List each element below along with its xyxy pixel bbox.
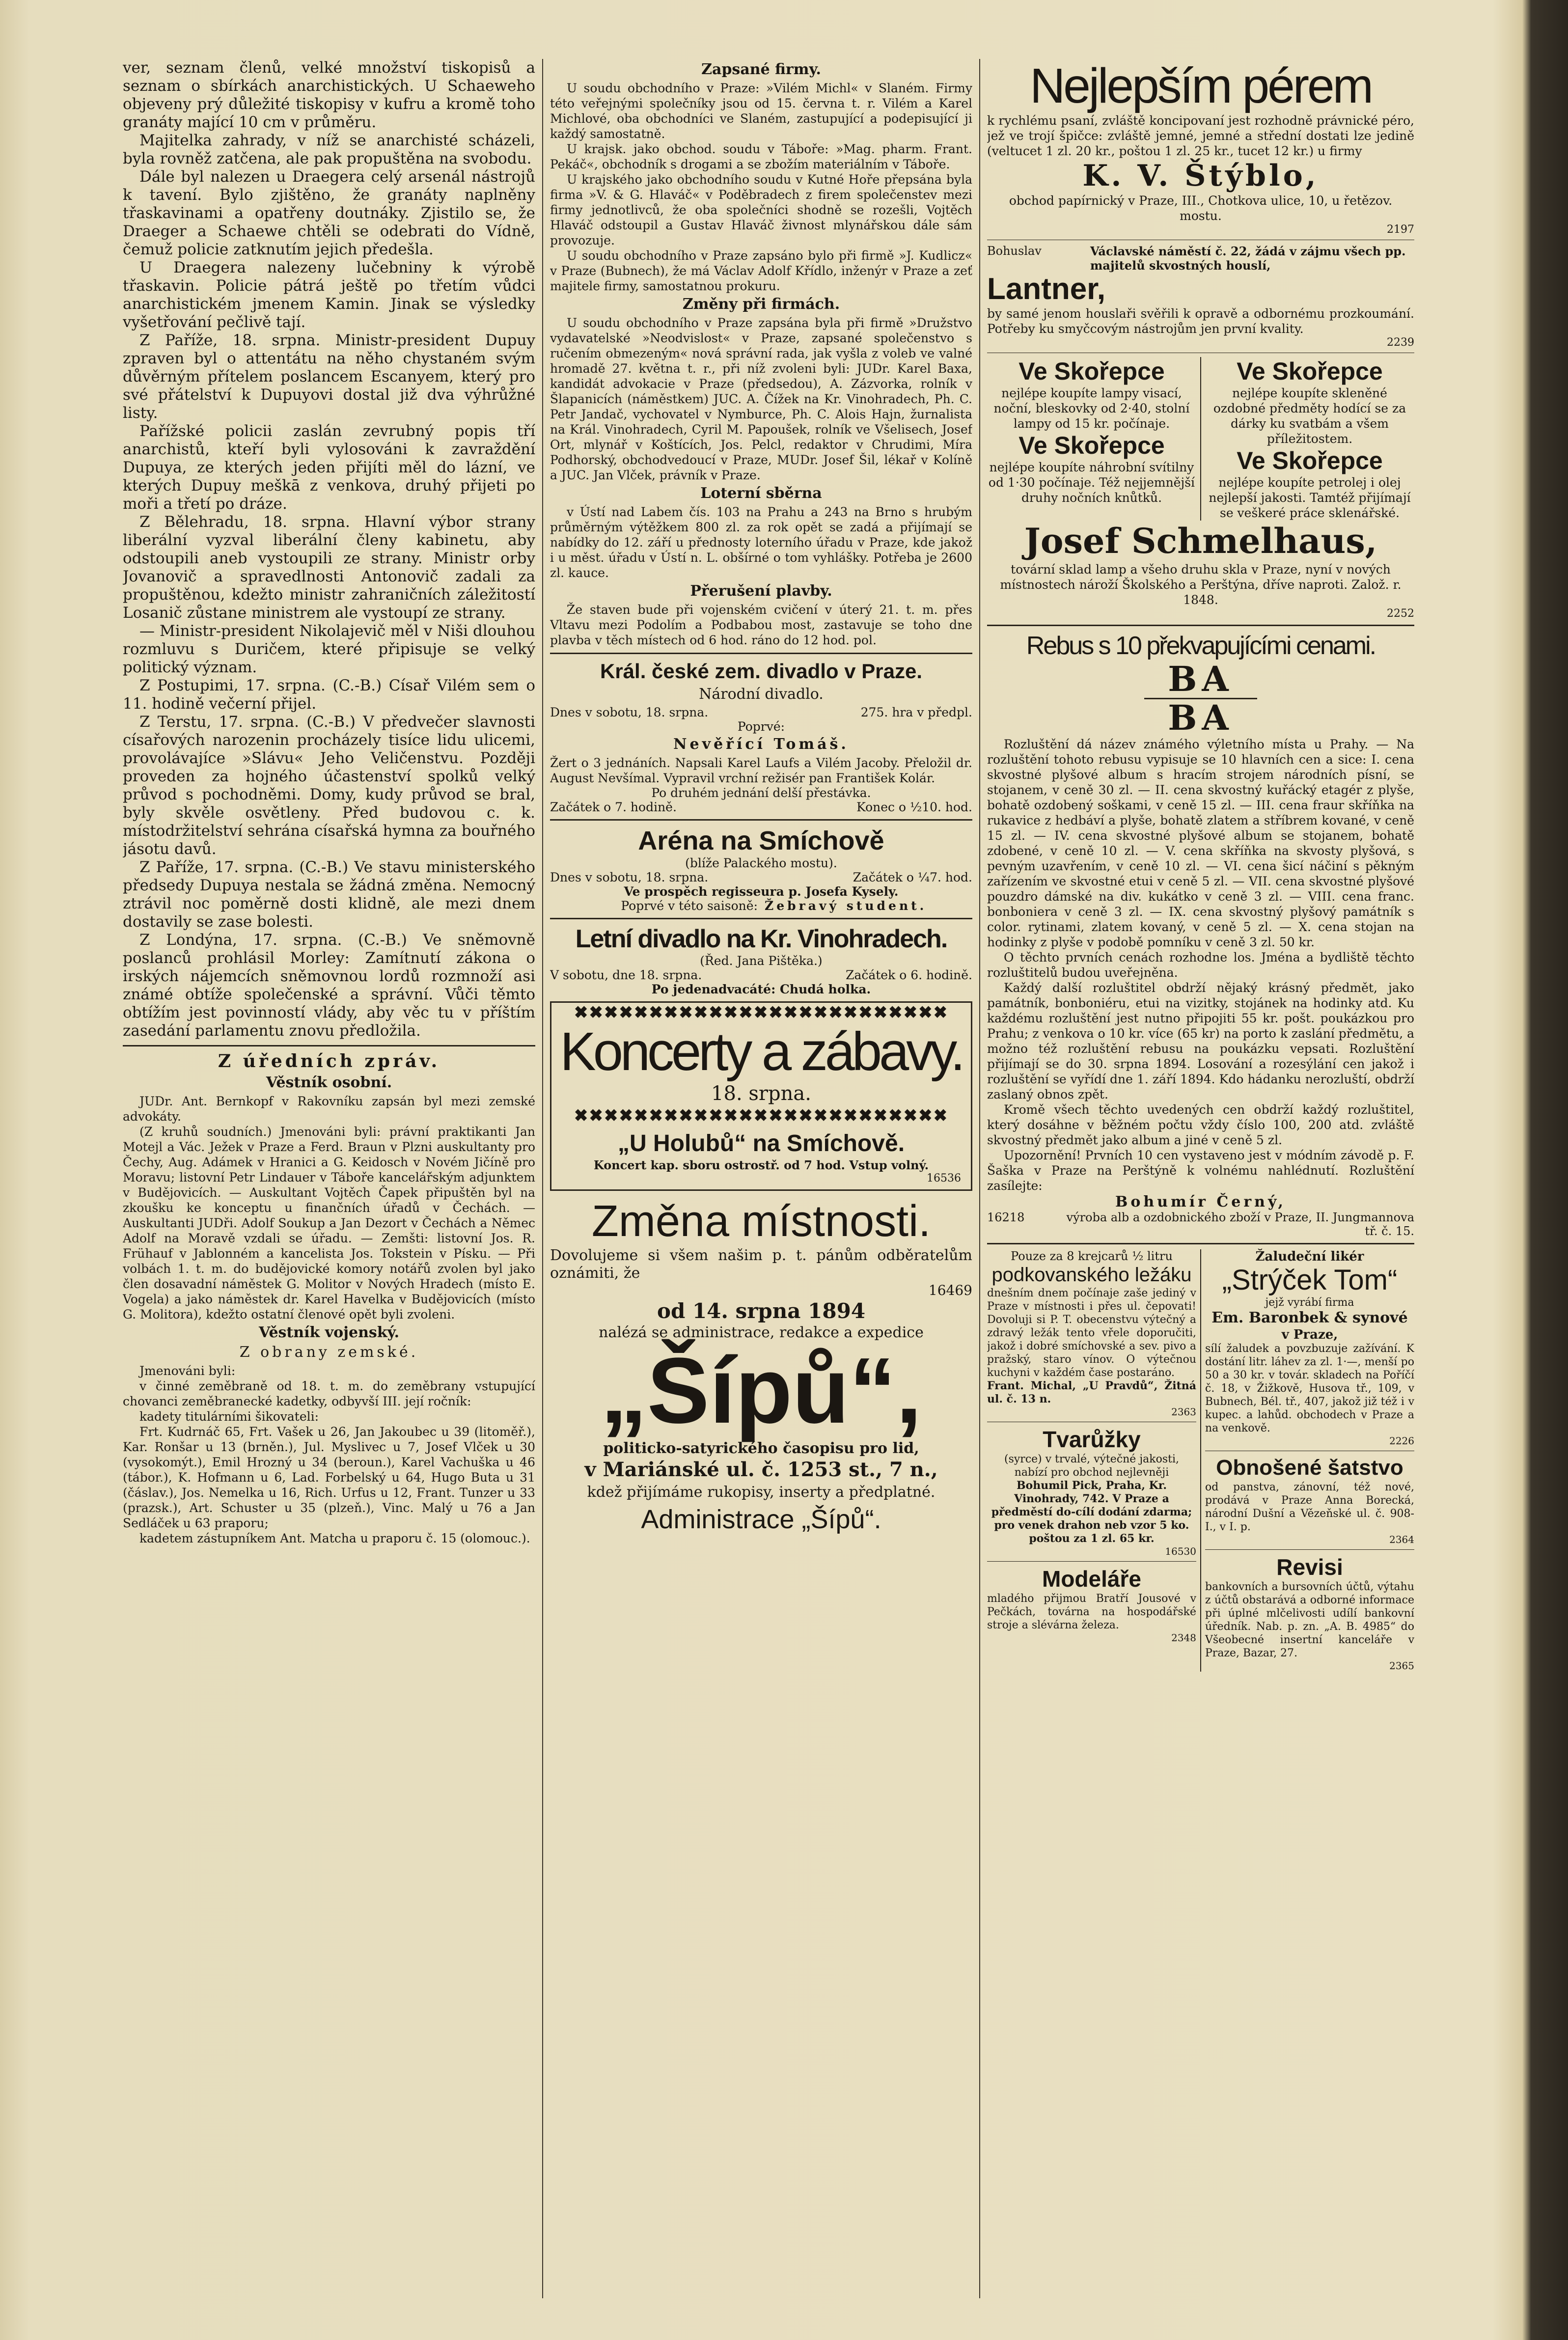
article-paragraph: Z Londýna, 17. srpna. (C.-B.) Ve sněmovně poslanců prohlásil Morley: Zamítnutí zákona o irských nájemcích sněmovnou lordů rozmnoží asi známé obtíže společenské a správní. Vůči těmto obtížím jest povinností vlády, aby věc tu v příštím zasedání parlamentu znovu předložila. (123, 931, 535, 1040)
ad-text: Upozornění! Prvních 10 cen vystaveno jest v módním závodě p. F. Šaška v Praze na Perštýně k volnému nahlédnutí. Rozluštění zasílejte: (987, 1148, 1414, 1193)
ad-number: 16469 (928, 1282, 972, 1298)
ad-title: Ve Skořepce (1237, 447, 1383, 474)
article-paragraph: Dále byl nalezen u Draegera celý arsenál nástrojů k tavení. Bylo zjištěno, že granáty naplněny třaskavinami a opatřeny doutnáky. Zjistilo se, že Draeger a Schaewe chtěli se odebrati do Vídně, čemuž policie zatknutím jejich předešla. (123, 168, 535, 258)
notice-paragraph: Frt. Kudrnáč 65, Frt. Vašek u 26, Jan Jakoubec u 39 (litoměř.), Kar. Ronšar u 13 (brněn.), Jul. Myslivec u 7, Josef Vlček u 30 (vysokomýt.), Emil Hrozný u 34 (beroun.), Karel Vachuška u 46 (tábor.), K. Hofmann u 6, Lad. Forbelský u 64, Hugo Buta u 31 (čáslav.), Jos. Nemelka u 16, Rich. Urfus u 12, Frant. Tunzer u 33 (prazsk.), Art. Schuster u 35 (plzeň.), Vinc. Malý u 76 a Jan Sedláček u 63 praporu; (123, 1425, 535, 1530)
ad-text: nejlépe koupíte petrolej i olej nejlepší jakosti. Tamtéž přijímají se veškeré práce sklenářské. (1209, 475, 1411, 520)
theatre-ad-arena (550, 826, 972, 913)
column-notices (550, 59, 972, 2308)
ad-address: v Mariánské ul. č. 1253 st., 7 n., (584, 1458, 938, 1481)
ad-title: Změna místnosti. (591, 1197, 931, 1246)
play-title: Po jedenadvacáté: Chudá holka. (651, 982, 871, 996)
ad-title: podkovanského ležáku (991, 1264, 1192, 1286)
ad-text: politicko-satyrického časopisu pro lid, (603, 1440, 919, 1457)
column-rule (542, 59, 543, 2298)
ad-title: „Strýček Tom“ (1222, 1264, 1398, 1296)
ad-signature: Bohumír Černý, (1115, 1193, 1286, 1211)
relocation-ad (550, 1196, 972, 1537)
article-paragraph: — Ministr-president Nikolajevič měl v Niši dlouhou rozmluvu s Duričem, které připisuje se velký politický význam. (123, 622, 535, 676)
ad-number: 2239 (1387, 336, 1414, 349)
ad-start: Začátek o 6. hodině. (846, 968, 972, 982)
ad-text: v Praze, (1281, 1327, 1338, 1342)
ad-title: Aréna na Smíchově (638, 826, 884, 855)
ornament-border: ✖✖✖✖✖✖✖✖✖✖✖✖✖✖✖✖✖✖✖✖✖✖✖✖✖ (574, 1003, 949, 1022)
ad-firm: Em. Baronbek & synové (1211, 1309, 1408, 1326)
column-news (123, 59, 535, 2308)
ad-subtitle: Národní divadlo. (699, 686, 824, 703)
ad-subtitle: (Řed. Jana Pištěka.) (700, 954, 823, 968)
notice-paragraph: U soudu obchodního v Praze: »Vilém Michl« v Slaném. Firmy této veřejnými společníky jsou od 15. června t. r. Vilém a Karel Michlové, oba obchodníci ve Slaném, zastupující a podepisující ji každý samostatně. (550, 81, 972, 141)
ad-date: V sobotu, dne 18. srpna. (550, 968, 702, 982)
ad-date: od 14. srpna 1894 (657, 1299, 866, 1323)
notice-paragraph: U soudu obchodního v Praze zapsána byla při firmě »Družstvo vydavatelské »Neodvislost« v Praze, zapsané společenstvo s ručením obmezeným« nová správní rada, jak vyšla z voleb ve valné hromadě 27. května t. r., při níž zvoleni byli: JUDr. Karel Baxa, kandidát advokacie v Praze (předsedou), A. Zázvorka, rolník v Šlapanicích (náměstkem) JUC. A. Čížek na Kr. Vinohradech, Ph. C. Petr Jandač, vychovatel v Nymburce, Ph. C. Alois Hajn, žurnalista na Král. Vinohradech, Cyril M. Papoušek, rolník ve Všelisech, Josef Ort, mlynář v Koštících, Jos. Pelcl, redaktor v Chrudimi, Míra Podhorský, obchodvedoucí v Praze, MUDr. Josef Šil, lékař v Kolíně a JUC. Jan Vlček, právník v Praze. (550, 316, 972, 482)
notice-paragraph: kadety titulárními šikovateli: (139, 1409, 319, 1424)
rebus-ad (987, 631, 1414, 1238)
ad-number: 2348 (1171, 1632, 1196, 1644)
ad-title: Nejlepším pérem (1030, 59, 1372, 113)
ad-text: Po druhém jednání delší přestávka. (651, 786, 871, 800)
notice-paragraph: Že staven bude při vojenském cvičení v úterý 21. t. m. přes Vltavu mezi Podolím a Podbabou most, zastavuje se toho dne plavba v těch místech od 6 hod. ráno do 12 hod. pol. (550, 603, 972, 647)
ad-label: Poprvé v této saisoně: (621, 899, 758, 913)
section-divider (123, 1045, 535, 1046)
ad-text: Bohuslav (987, 244, 1042, 258)
ad-date: Dnes v sobotu, 18. srpna. (550, 870, 709, 884)
ad-end: Konec o ½10. hod. (856, 800, 972, 814)
article-paragraph: Z Paříže, 17. srpna. (C.-B.) Ve stavu ministerského předsedy Dupuya nestala se žádná změna. Nemocný ztrávil noc poměrně dosti klidně, ale mezi dnem dostavily se zase bolesti. (123, 858, 535, 931)
lantner-ad (987, 244, 1414, 349)
ad-divider (1205, 1549, 1414, 1550)
notice-paragraph: v činné zeměbraně od 18. t. m. do zeměbrany vstupující chovanci zeměbranecké kadetky, odbyvší III. její ročník: (123, 1379, 535, 1408)
ad-title: Modeláře (1042, 1566, 1141, 1592)
ad-title: Letní divadlo na Kr. Vinohradech. (575, 925, 947, 953)
ad-title: Ve Skořepce (1018, 358, 1165, 385)
play-title: Nevěřící Tomáš. (673, 736, 849, 753)
section-divider (550, 918, 972, 919)
ad-title: Ve Skořepce (1237, 358, 1383, 385)
notice-paragraph: Jmenováni byli: (139, 1364, 236, 1378)
ad-firm: Josef Schmelhaus, (1024, 521, 1377, 561)
section-divider (550, 653, 972, 654)
notice-paragraph: JUDr. Ant. Bernkopf v Rakovníku zapsán byl mezi zemské advokáty. (123, 1094, 535, 1124)
skorepce-ads (987, 357, 1414, 521)
ad-text: jejž vyrábí firma (1265, 1296, 1354, 1309)
ad-title: Ve Skořepce (1018, 432, 1165, 459)
ad-label: Poprvé: (737, 719, 785, 734)
small-ads-grid (987, 1249, 1414, 1672)
section-heading: Zapsané firmy. (701, 61, 821, 78)
section-divider (987, 625, 1414, 626)
ad-address: Václavské náměstí č. 22, žádá v zájmu všech pp. majitelů skvostných houslí, (1090, 244, 1406, 273)
ad-number: 2197 (1387, 223, 1414, 236)
article-paragraph: Z Paříže, 18. srpna. Ministr-president Dupuy zpraven byl o attentátu na něho chystaném svým důvěrným přítelem poslancem Escanyem, který pro své přátelství k Dupuyovi dostal již dva výhrůžné listy. (123, 331, 535, 422)
ad-text: Kromě všech těchto uvedených cen obdrží každý rozluštitel, který dosáhne v běžném počtu vždy číslo 100, 200 atd. zvláště skvostný předmět jako album a jiné v ceně 5 zl. (987, 1102, 1414, 1147)
ad-text: sílí žaludek a povzbuzuje zažívání. K dostání litr. láhev za zl. 1·—, menší po 50 a 30 kr. v továr. skladech na Poříčí č. 18, v Žižkově, Husova tř., 109, v Bubnech, Bél. tř., 407, jakož již též i v kupec. a lahůd. obchodech v Praze a na venkově. (1205, 1343, 1414, 1434)
article-paragraph: Majitelka zahrady, v níž se anarchisté scházeli, byla rovněž zatčena, ale pak propuštěna na svobodu. (123, 132, 535, 167)
notice-paragraph: U soudu obchodního v Praze zapsáno bylo při firmě »J. Kudlicz« v Praze (Bubnech), že má Václav Adolf Křídlo, inženýr v Praze a zeť majitele firmy, samostatnou prokuru. (550, 248, 972, 293)
ad-text: bankovních a bursovních účtů, výtahu z účtů obstarává a odborné informace při úplné mlčelivosti udílí bankovní úředník. Nab. p. zn. „A. B. 4985“ do Všeobecné insertní kanceláře v Praze, Bazar, 27. (1205, 1581, 1414, 1659)
ad-title: Rebus s 10 překvapujícími cenami. (1026, 632, 1375, 660)
ad-title: Koncerty a zábavy. (560, 1021, 963, 1082)
ad-date: Dnes v sobotu, 18. srpna. (550, 705, 709, 719)
ad-number: 2226 (1389, 1435, 1414, 1447)
section-heading: Změny při firmách. (682, 296, 840, 313)
ad-text: Dovolujeme si všem našim p. t. pánům odběratelům oznámiti, že (550, 1247, 972, 1282)
ad-text: Koncert kap. sboru ostrostř. od 7 hod. Vstup volný. (593, 1158, 929, 1172)
ad-text: by samé jenom houslaři svěřili k opravě a odbornému prozkoumání. Potřeby ku smyčcovým nástrojům jen první kvality. (987, 306, 1414, 336)
ad-title: Král. české zem. divadlo v Praze. (600, 660, 922, 683)
ad-text: Rozluštění dá název známého výletního místa u Prahy. — Na rozluštění tohoto rebusu vypisuje se 10 hlavních cen a sice: I. cena skvostné plyšové album s hracím strojem národních písní, se stojanem, v ceně 30 zl. — II. cena skvostný kuřácký etagér z plyše, bohatě ozdobený soškami, v ceně 15 zl. — III. cena fraur skříňka na rukavice z hedbáví a plyše, bohatě zlatem a stříbrem kované, v ceně 15 zl. — IV. cena skvostné plyšové album se stojanem, bohatě zdobené, v ceně 10 zl. — V. cena skříňka na skvosty plyšová, s pevným uzavřením, v ceně 10 zl. — VI. cena šicí náčiní s pěkným zařízením ve skvostné etui v ceně 5 zl. — VII. cena skvostné plyšové pouzdro dámské na div. kukátko v ceně 3 zl. — VIII. cena franc. bonboniera v ceně 3 zl. — IX. cena skvostný plyšový památník s color. rytinami, zlatem kovaný, v ceně 5 zl. — X. cena stojan na hodinky z plyše v podobě pomníku v ceně 3 zl. 50 kr. (987, 737, 1414, 949)
ad-number: 16536 (927, 1172, 961, 1184)
ad-signature: Bohumil Pick, Praha, Kr. Vinohrady, 742. V Praze a předměstí do-cílí dodání zdarma; pro venek drahon neb vzor 5 ko. poštou za 1 zl. 65 kr. (991, 1479, 1192, 1545)
article-paragraph: ver, seznam členů, velké množství tiskopisů a seznam o sbírkách anarchistických. U Schaeweho objeveny prý důležité tiskopisy v kufru a kromě toho granáty mající 10 cm v průměru. (123, 59, 535, 131)
ad-divider (987, 1561, 1196, 1562)
ad-date: 18. srpna. (711, 1082, 811, 1105)
ad-text: nejlépe koupíte náhrobní svítilny od 1·30 počínaje. Též nejjemnější druhy nočních knůtků. (988, 460, 1195, 505)
article-paragraph: Z Bělehradu, 18. srpna. Hlavní výbor strany liberální vyzval liberální členy kabinetu, aby odstoupili aneb vystoupili ze strany. Ministr orby Jovanovič a spravedlnosti Antonovič zadali za propuštěnou, kdežto ministr zahraničních záležitostí Losanič zůstane ministrem ale vystoupí ze strany. (123, 513, 535, 622)
ad-title: Tvarůžky (1043, 1427, 1141, 1452)
ad-number: 16218 (987, 1211, 1025, 1224)
play-title: Žebravý student. (765, 899, 927, 913)
rebus-puzzle: BA (1168, 697, 1234, 738)
ad-title: „Šípů“, (600, 1339, 922, 1443)
ad-text: tovární sklad lamp a všeho druhu skla v Praze, nyní v nových místnostech nároží Školského a Perštýna, dříve naproti. Založ. r. 1848. (1000, 562, 1402, 607)
ad-number: 2365 (1389, 1660, 1414, 1672)
ad-text: nejlépe koupíte skleněné ozdobné předměty hodící se za dárky ku svatbám a všem příležitostem. (1213, 386, 1406, 446)
ad-start: Začátek o 7. hodině. (550, 800, 677, 814)
notice-paragraph: (Z kruhů soudních.) Jmenováni byli: právní praktikanti Jan Motejl a Vác. Ježek v Praze a Ferd. Braun v Plzni auskultanty pro Čechy, Aug. Adámek v Hranici a G. Keidosch v Novém Jičíně pro Moravu; listovní Petr Lindauer v Táboře kancelářským adjunktem v Budějovicích. — Auskultant Vojtěch Čapek připuštěn byl na zkoušku ke konceptu u finančních úřadů v Čechách. — Auskultanti JUDři. Adolf Soukup a Jan Dezort v Čechách a Němec Adolf na Moravě vzdali se úřadu. — Zemšti: listovní Jos. R. Frühauf v Jablonném a kancelista Jos. Tokstein v Písku. — Při volbách 1. t. m. do budějovické komory notářů zvolen byl jako člen dosavadní náměstek G. Molitor v Nových Hradech (místo E. Vogela) a jako náměstek dr. Karel Havelka v Budějovicích (místo G. Molitora), kdežto ostatní členové opět byli zvoleni. (123, 1125, 535, 1321)
ad-text: Každý další rozluštitel obdrží nějaký krásný předmět, jako památník, bonboniéru, etui na vizitky, stojánek na hodinky atd. Ku každému rozluštění jest nutno připojiti 55 kr. pošt. poukázkou pro Prahu; z venkova o 10 kr. více (65 kr) na porto k zaslání předmětu, a možno též rozluštění rebusu na poukázku vepsati. Rozluštění přijímají se do 30. srpna 1894. Losování a rozesýlání cen jakož i rozluštění se vyřídí dne 1. září 1894. Kdo hádanku nerozluští, obdrží zaslaný obnos zpět. (987, 981, 1414, 1101)
ad-text: od panstva, zánovní, též nové, prodává v Praze Anna Borecká, národní Dušní a Vězeňské ul. č. 908-I., v I. p. (1205, 1481, 1414, 1533)
ad-signature: Administrace „Šípů“. (641, 1505, 881, 1534)
notice-paragraph: v Ústí nad Labem čís. 103 na Prahu a 243 na Brno s hrubým průměrným výtěžkem 800 zl. za rok opět se zadá a přijímají se nabídky do 12. září u přednosty loterního úřadu v Praze, kde jakož i u měst. úřadu v Ústí n. L. obšírné o tom vyhlášky. Potřeba je 2600 zl. kauce. (550, 505, 972, 580)
ad-text: výroba alb a ozdobnického zboží v Praze, II. Jungmannova tř. č. 15. (1066, 1211, 1414, 1238)
ad-title: „U Holubů“ na Smíchově. (617, 1130, 905, 1156)
article-paragraph: Pařížské policii zaslán zevrubný popis tří anarchistů, kteří byli vylosováni k zavraždění Dupuya, ze kterých jeden přijíti měl do lázní, ve kterých Dupuy meškā z venkova, druhý přijeti po moři a třetí po dráze. (123, 422, 535, 513)
ad-text: nalézá se administrace, redakce a expedice (599, 1324, 924, 1341)
ad-number: 275. hra v předpl. (860, 705, 972, 719)
ad-text: dnešním dnem počínaje zaše jediný v Praze v místnosti i přes ul. čepovati! Dovoluji si P. T. obecenstvu výtečný a zdravý ležák tento vřele doporučiti, jakož i dobré smíchovské a sev. pivo a pražský, staro vínov. O výtečnou kuchyni v každém čase postaráno. (987, 1287, 1196, 1379)
ad-title: Pouze za 8 krejcarů ½ litru (1011, 1249, 1173, 1263)
ad-text: nejlépe koupíte lampy visací, noční, bleskovky od 2·40, stolní lampy od 15 kr. počínaje. (993, 386, 1190, 431)
subsection-heading: Z obrany zemské. (239, 1344, 419, 1361)
ad-title: Revisi (1276, 1554, 1343, 1580)
ad-text: kdež přijímáme rukopisy, inserty a předplatné. (587, 1484, 935, 1501)
section-heading: Z úředních zpráv. (218, 1051, 440, 1072)
theatre-ad-letni (550, 924, 972, 996)
column-rule (979, 59, 980, 2298)
ad-start: Začátek o ¼7. hod. (853, 870, 972, 884)
ornament-border: ✖✖✖✖✖✖✖✖✖✖✖✖✖✖✖✖✖✖✖✖✖✖✖✖✖ (574, 1106, 949, 1126)
section-heading: Přerušení plavby. (690, 582, 832, 600)
article-paragraph: Z Postupimi, 17. srpna. (C.-B.) Císař Vilém sem o 11. hodině večerní přijel. (123, 677, 535, 713)
ad-firm: Lantner, (987, 272, 1106, 306)
ad-text: k rychlému psaní, zvláště koncipovaní jest rozhodně právnické péro, jež ve trojí špičce: zvláště jemné, jemné a střední dostati lze jedině (veltucet 1 zl. 20 kr., poštou 1 zl. 25 kr., tucet 12 kr.) u firmy (987, 113, 1414, 158)
ad-text: Ve prospěch regisseura p. Josefa Kysely. (624, 884, 899, 899)
subsection-heading: Věstník osobní. (266, 1074, 392, 1091)
ad-text: O těchto prvních cenách rozhodne los. Jména a bydliště těchto rozluštitelů budou uveřejněna. (987, 950, 1414, 980)
notice-paragraph: kadetem zástupníkem Ant. Matcha u praporu č. 15 (olomouc.). (139, 1531, 530, 1545)
ad-text: mladého přijmou Bratří Jousové v Pečkách, továrna na hospodářské stroje a slévárna železa. (987, 1593, 1196, 1631)
ad-number: 16530 (1165, 1545, 1196, 1557)
concerts-ad (550, 1001, 972, 1191)
ad-number: 2363 (1171, 1406, 1196, 1418)
ad-text: (syrce) v trvalé, výtečné jakosti, nabízí pro obchod nejlevněji (1004, 1453, 1179, 1479)
ad-text: Žert o 3 jednáních. Napsali Karel Laufs a Vilém Jacoby. Přeložil dr. August Nevšímal. Vypravil vrchní režisér pan František Kolár. (550, 756, 972, 785)
article-paragraph: Z Terstu, 17. srpna. (C.-B.) V předvečer slavnosti císařových narozenin procházely tisíce lidu ulicemi, provolávajíce »Slávu« Jeho Veličenstvu. Později proveden za hojného účastenství spolků velký průvod s pochodněmi. Domy, kudy průvod se bral, byly skvěle osvětleny. Před budovou c. k. místodržitelství sehrána císařská hymna za bouřného jásotu davů. (123, 713, 535, 858)
rebus-puzzle: BA (1144, 661, 1257, 699)
subsection-heading: Věstník vojenský. (258, 1324, 400, 1341)
ad-title: Obnošené šatstvo (1216, 1456, 1403, 1480)
ad-number: 2364 (1389, 1534, 1414, 1545)
column-ads (987, 59, 1414, 2308)
notice-paragraph: U krajského jako obchodního soudu v Kutné Hoře přepsána byla firma »V. & G. Hlaváč« v Poděbradech z firem společenstev mezi firmy jednotlivců, že oba společníci shodně se rozešli, Vojtěch Hlaváč odstoupil a Gustav Hlaváč živnost mlynářskou dále sám provozuje. (550, 172, 972, 248)
section-divider (550, 819, 972, 821)
ad-subtitle: (blíže Palackého mostu). (685, 856, 837, 870)
article-paragraph: U Draegera nalezeny lučebniny k výrobě třaskavin. Policie pátrá ještě po třetím vůdci anarchistickém jmenem Kamin. Jinak se výsledky vyšetřování pečlivě tají. (123, 259, 535, 331)
section-heading: Loterní sběrna (700, 485, 822, 502)
ad-text: obchod papírnický v Praze, III., Chotkova ulice, 10, u řetězov. mostu. (1009, 193, 1393, 223)
ad-signature: Frant. Michal, „U Pravdů“, Žitná ul. č. 13 n. (987, 1379, 1196, 1405)
theatre-ad-national (550, 659, 972, 814)
ad-number: 2252 (1387, 607, 1414, 620)
section-divider (987, 1243, 1414, 1244)
notice-paragraph: U krajsk. jako obchod. soudu v Táboře: »Mag. pharm. Frant. Pekáč«, obchodník s drogami a se zbožím materiálním v Táboře. (550, 142, 972, 171)
ad-firm: K. V. Štýblo, (1082, 159, 1319, 193)
ad-title: Žaludeční likér (1255, 1249, 1364, 1264)
